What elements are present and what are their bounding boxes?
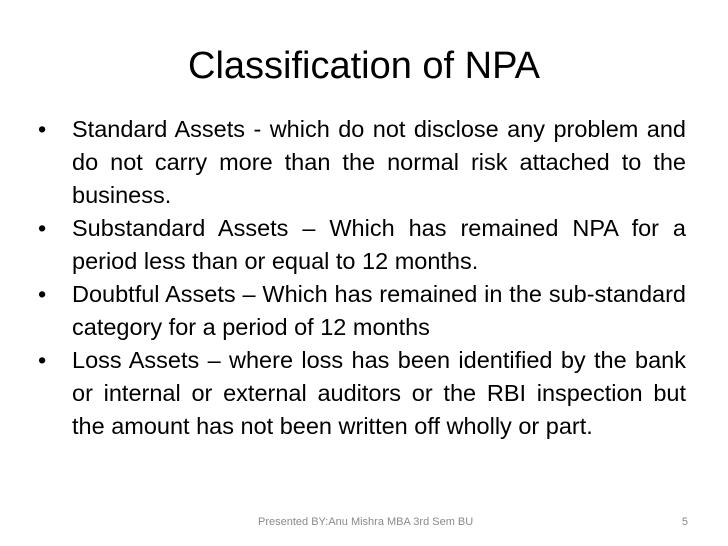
- bullet-marker: •: [38, 281, 47, 307]
- bullet-item-doubtful-assets: [38, 278, 686, 344]
- bullet-marker: •: [38, 347, 47, 373]
- bullet-item-loss-assets: [38, 344, 686, 443]
- bullet-list: [38, 113, 686, 443]
- bullet-text: Standard Assets - which do not disclose any problem and do not carry more than the normal risk attached to the business.: [72, 116, 686, 208]
- slide-title: Classification of NPA: [188, 45, 540, 87]
- slide-footer: Presented BY:Anu Mishra MBA 3rd Sem BU: [258, 516, 474, 528]
- bullet-text: Doubtful Assets – Which has remained in the sub-standard category for a period of 12 months: [72, 281, 686, 340]
- bullet-text: Substandard Assets – Which has remained NPA for a period less than or equal to 12 months.: [72, 215, 686, 274]
- bullet-text: Loss Assets – where loss has been identified by the bank or internal or external auditors or the RBI inspection but the amount has not been written off wholly or part.: [72, 347, 686, 439]
- bullet-marker: •: [38, 116, 47, 142]
- page-number: 5: [681, 516, 688, 528]
- bullet-marker: •: [38, 215, 47, 241]
- bullet-item-standard-assets: [38, 113, 686, 212]
- bullet-item-substandard-assets: [38, 212, 686, 278]
